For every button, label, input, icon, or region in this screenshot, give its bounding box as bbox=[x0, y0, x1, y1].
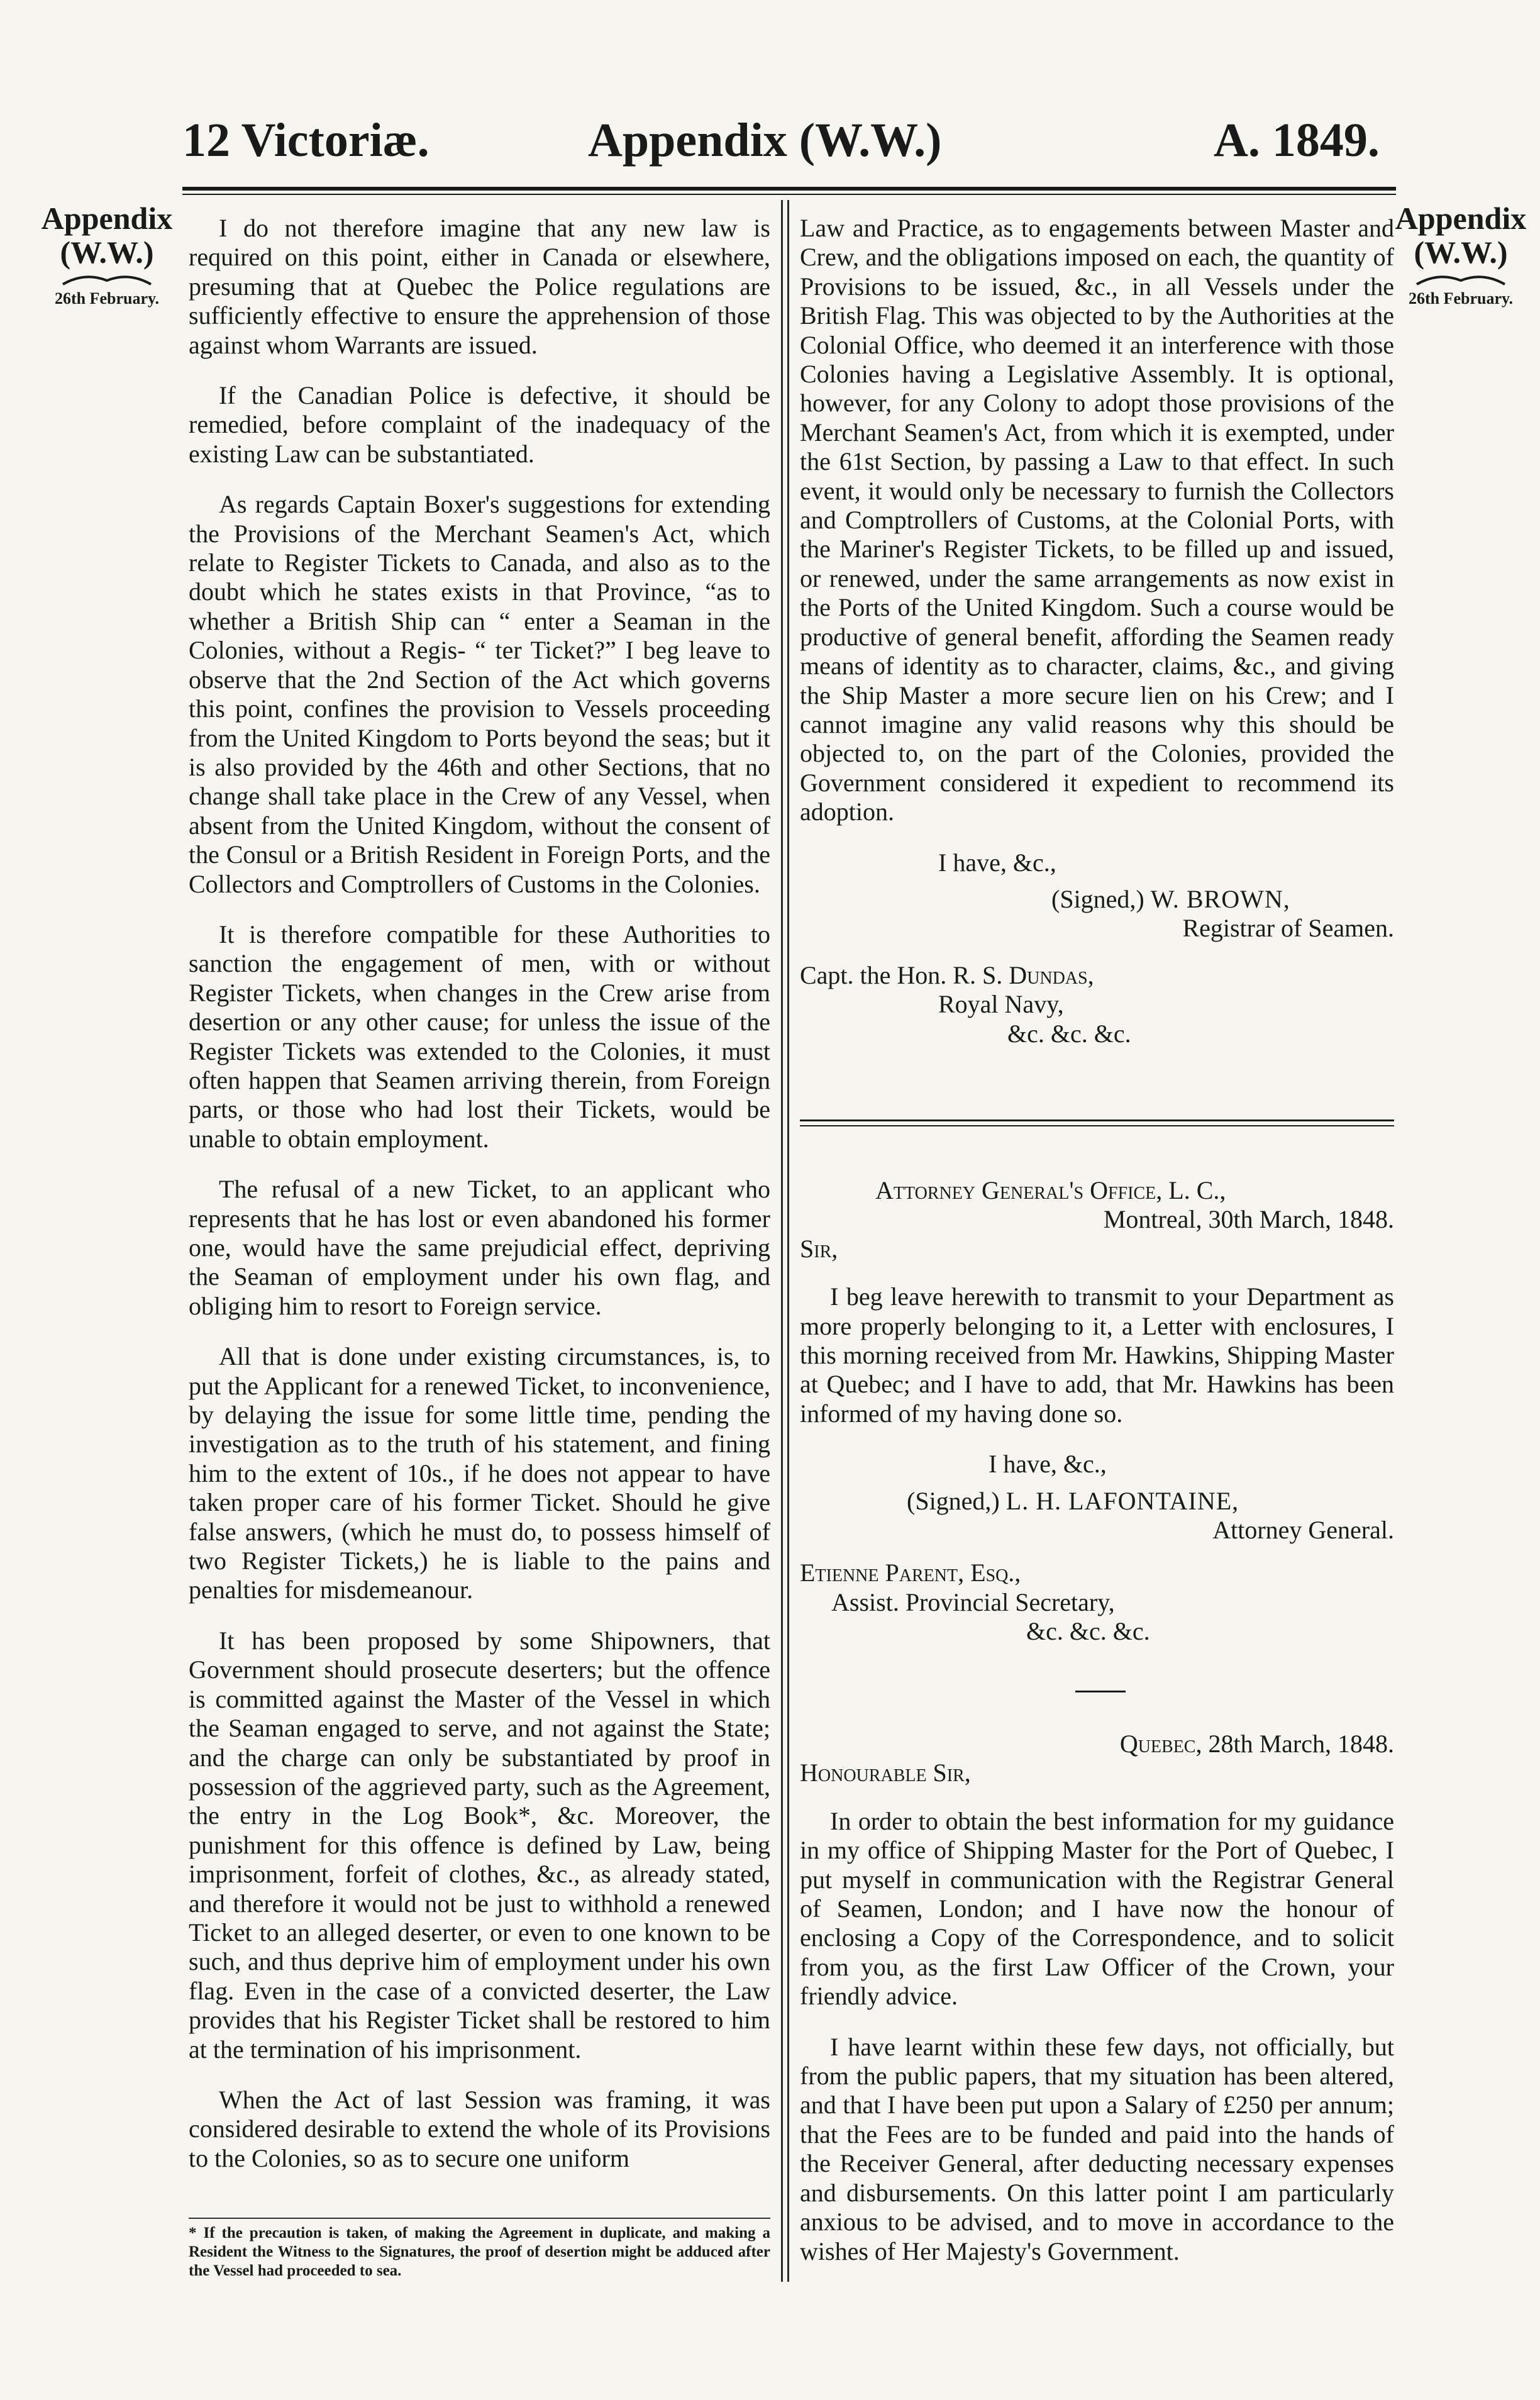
addressee-line: Royal Navy, bbox=[938, 990, 1064, 1019]
addressee-line: &c. &c. &c. bbox=[1026, 1617, 1150, 1646]
letter-office: Attorney General's Office, L. C., bbox=[875, 1176, 1226, 1204]
header-left: 12 Victoriæ. bbox=[182, 114, 429, 167]
side-note-right bbox=[1395, 201, 1527, 308]
column-divider bbox=[781, 200, 783, 2282]
addressee-line: Capt. the Hon. R. S. Dundas, bbox=[800, 960, 1094, 989]
closing: I have, &c., bbox=[938, 848, 1056, 877]
footnote: * If the precaution is taken, of making the Agreement in duplicate, and making a Resident the Witness to the Signatures, the proof of desertion might be adduced after the Vessel had proceeded to sea. bbox=[189, 2225, 770, 2279]
addressee bbox=[800, 961, 1394, 990]
section-rule-thin bbox=[800, 1125, 1394, 1126]
paragraph: It has been proposed by some Shipowners, that Government should prosecute deserters; but the offence is committed against the Master of the Vessel in which the Seaman engaged to serve, and not against the State; and the charge can only be substantiated by proof in possession of the aggrieved party, such as the Agreement, the entry in the Log Book*, &c. Moreover, the punishment for this offence is defined by Law, being imprisonment, forfeit of clothes, &c., as already stated, and therefore it would not be just to withhold a renewed Ticket to an alleged deserter, or even to one known to be such, and thus deprive him of employment under his own flag. Even in the case of a convicted deserter, the Law provides that his Register Ticket shall be restored to him at the termination of his imprisonment. bbox=[189, 1626, 770, 2064]
letter-salutation: Honourable Sir, bbox=[800, 1758, 971, 1787]
side-note-line2: (W.W.) bbox=[1414, 235, 1508, 270]
paragraph: The refusal of a new Ticket, to an applicant who represents that he has lost or even abandoned his former one, would have the same prejudicial effect, depriving the Seaman of employment under his own flag, and obliging him to resort to Foreign service. bbox=[189, 1175, 770, 1320]
paragraph: Law and Practice, as to engagements between Master and Crew, and the obligations imposed on each, the quantity of Provisions to be issued, &c., in all Vessels under the British Flag. This was objected to by the Authorities at the Colonial Office, who deemed it an interference with those Colonies having a Legislative Assembly. It is optional, however, for any Colony to adopt those provisions of the Merchant Seamen's Act, from which it is exempted, under the 61st Section, by passing a Law to that effect. In such event, it would only be necessary to furnish the Collectors and Comptrollers of Customs, at the Colonial Ports, with the Mariner's Register Tickets, to be filled up and issued, or renewed, under the same arrangements as now exist in the Ports of the United Kingdom. Such a course would be productive of general benefit, affording the Seamen ready means of identity as to character, claims, &c., and giving the Ship Master a more secure lien on his Crew; and I cannot imagine any valid reasons why this should be objected to, on the part of the Colonies, provided the Government considered it expedient to recommend its adoption. bbox=[800, 214, 1394, 826]
side-note-line3: 26th February. bbox=[54, 289, 160, 308]
right-column bbox=[800, 214, 1394, 1048]
letter-dateline bbox=[800, 1730, 1394, 1758]
signature-title: Registrar of Seamen. bbox=[1182, 914, 1394, 943]
addressee-line: Etienne Parent, Esq., bbox=[800, 1558, 1021, 1587]
flourish-icon bbox=[60, 272, 154, 288]
column-divider bbox=[787, 200, 789, 2282]
side-note-line1: Appendix bbox=[41, 201, 173, 236]
signature-title: Attorney General. bbox=[1212, 1516, 1394, 1545]
header-center: Appendix (W.W.) bbox=[588, 114, 942, 167]
signature-line bbox=[800, 885, 1394, 914]
section-rule bbox=[800, 1119, 1394, 1121]
paragraph: In order to obtain the best information for my guidance in my office of Shipping Master for the Port of Quebec, I put myself in communication with the Registrar General of Seamen, London; and I have now the honour of enclosing a Copy of the Correspondence, and to solicit from you, as the first Law Officer of the Crown, your friendly advice. bbox=[800, 1806, 1394, 2011]
signed-label: (Signed,) bbox=[1051, 884, 1144, 913]
letter-1-closing-block bbox=[800, 848, 1394, 1048]
signature-line bbox=[800, 1487, 1394, 1516]
paragraph: I do not therefore imagine that any new law is required on this point, either in Canada or elsewhere, presuming that at Quebec the Police regulations are sufficiently effective to ensure the apprehension of those against whom Warrants are issued. bbox=[189, 214, 770, 359]
header-rule bbox=[182, 187, 1396, 191]
addressee-surname: Dundas bbox=[1009, 960, 1088, 989]
short-divider bbox=[1075, 1691, 1126, 1692]
right-column-letter-3 bbox=[800, 1730, 1394, 2287]
signature-name: W. BROWN, bbox=[1150, 884, 1290, 913]
paragraph: I have learnt within these few days, not officially, but from the public papers, that my situation has been altered, and that I have been put upon a Salary of £250 per annum; that the Fees are to be funded and paid into the hands of the Receiver General, after deducting necessary expenses and disbursements. On this latter point I am particularly anxious to be advised, and to move in accordance to the wishes of Her Majesty's Government. bbox=[800, 2032, 1394, 2265]
paragraph: It is therefore compatible for these Authorities to sanction the engagement of men, with or without Register Tickets, when changes in the Crew arise from desertion or any other cause; for unless the issue of the Register Tickets was extended to the Colonies, it must often happen that Seamen arriving therein, from Foreign parts, or those who had lost their Tickets, would be unable to obtain employment. bbox=[189, 919, 770, 1153]
signature-name: L. H. LAFONTAINE, bbox=[1005, 1486, 1239, 1515]
dateline-place: Quebec bbox=[1119, 1730, 1196, 1758]
flourish-icon bbox=[1414, 272, 1508, 288]
right-column-letter-2 bbox=[800, 1176, 1394, 1647]
left-column bbox=[189, 214, 770, 2194]
paragraph: I beg leave herewith to transmit to your Department as more properly belonging to it, a Letter with enclosures, I this morning received from Mr. Hawkins, Shipping Master at Quebec; and I have to add, that Mr. Hawkins has been informed of my having done so. bbox=[800, 1282, 1394, 1428]
paragraph: All that is done under existing circumstances, is, to put the Applicant for a renewed Ticket, to inconvenience, by delaying the issue for some little time, pending the investigation as to the truth of his statement, and fining him to the extent of 10s., if he does not appear to have taken proper care of his former Ticket. Should he give false answers, (which he must do, to possess himself of two Register Tickets,) he is liable to the pains and penalties for misdemeanour. bbox=[189, 1342, 770, 1604]
addressee-line: Assist. Provincial Secretary, bbox=[831, 1587, 1115, 1616]
paragraph: If the Canadian Police is defective, it should be remedied, before complaint of the inadequacy of the existing Law can be substantiated. bbox=[189, 381, 770, 468]
side-note-line1: Appendix bbox=[1395, 201, 1527, 236]
closing: I have, &c., bbox=[989, 1450, 1107, 1479]
footnote-rule bbox=[189, 2218, 770, 2219]
header-right: A. 1849. bbox=[1214, 114, 1380, 167]
paragraph: When the Act of last Session was framing, it was considered desirable to extend the whole of its Provisions to the Colonies, so as to secure one uniform bbox=[189, 2085, 770, 2172]
header-rule-thin bbox=[182, 194, 1396, 195]
side-note-line2: (W.W.) bbox=[60, 235, 154, 270]
paragraph: As regards Captain Boxer's suggestions for extending the Provisions of the Merchant Seamen's Act, which relate to Register Tickets to Canada, and also as to the doubt which he states exists in that Province, “as to whether a British Ship can “ enter a Seaman in the Colonies, without a Regis- “ ter Ticket?” I beg leave to observe that the 2nd Section of the Act which governs this point, confines the provision to Vessels proceeding from the United Kingdom to Ports beyond the seas; but it is also provided by the 46th and other Sections, that no change shall take place in the Crew of any Vessel, when absent from the United Kingdom, without the consent of the Consul or a British Resident in Foreign Ports, and the Collectors and Comptrollers of Customs in the Colonies. bbox=[189, 490, 770, 898]
signed-label: (Signed,) bbox=[907, 1486, 1000, 1515]
side-note-line3: 26th February. bbox=[1408, 289, 1514, 308]
dateline-date: , 28th March, 1848. bbox=[1195, 1730, 1394, 1758]
letter-salutation: Sir, bbox=[800, 1234, 838, 1263]
addressee-line: &c. &c. &c. bbox=[1007, 1019, 1131, 1048]
side-note-left bbox=[41, 201, 173, 308]
letter-dateline: Montreal, 30th March, 1848. bbox=[1103, 1205, 1394, 1234]
